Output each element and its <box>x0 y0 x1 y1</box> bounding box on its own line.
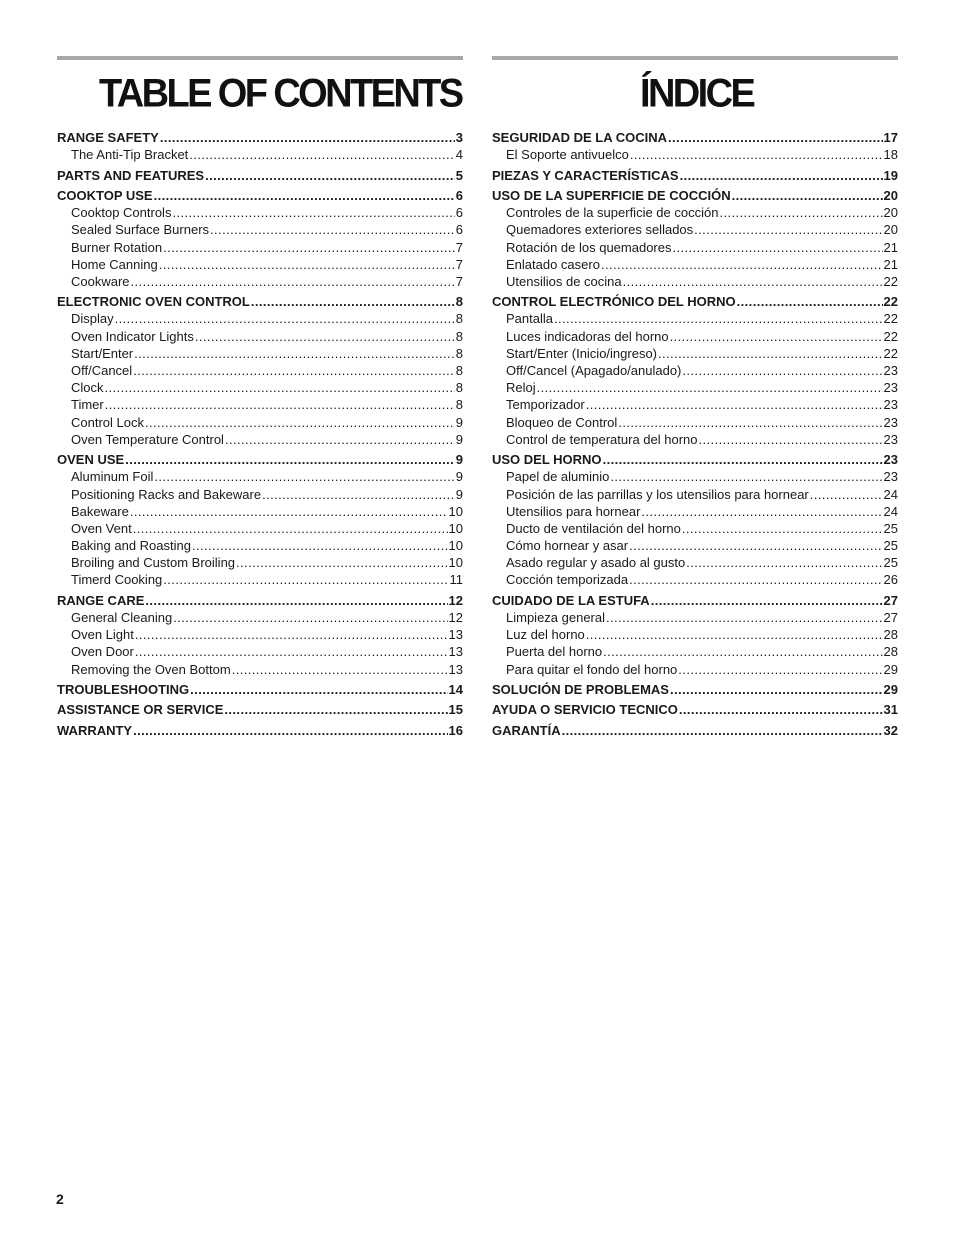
toc-dot-leader <box>651 592 883 609</box>
toc-entry-page: 25 <box>883 520 898 536</box>
toc-entry-label: Baking and Roasting <box>71 538 191 554</box>
toc-subsection-entry <box>492 431 898 448</box>
toc-subsection-entry <box>57 345 463 362</box>
toc-entry-page: 19 <box>883 167 898 183</box>
toc-subsection-entry <box>57 146 463 163</box>
toc-entry-label: Oven Light <box>71 627 134 643</box>
toc-dot-leader <box>145 414 455 431</box>
toc-dot-leader <box>610 468 882 485</box>
toc-subsection-entry <box>492 362 898 379</box>
toc-entry-page: 22 <box>883 273 898 289</box>
toc-entry-label: Enlatado casero <box>506 256 600 272</box>
toc-entry-label: Timerd Cooking <box>71 572 163 588</box>
toc-subsection-entry <box>492 328 898 345</box>
toc-entry-page: 13 <box>448 627 463 643</box>
toc-entry-label: COOKTOP USE <box>57 187 153 203</box>
toc-entry-page: 27 <box>883 592 898 608</box>
toc-dot-leader <box>163 239 455 256</box>
toc-subsection-entry <box>492 221 898 238</box>
toc-subsection-entry <box>57 571 463 588</box>
toc-entry-page: 6 <box>455 205 463 221</box>
toc-entry-page: 23 <box>883 380 898 396</box>
toc-entry-label: Ducto de ventilación del horno <box>506 520 681 536</box>
indice-list <box>492 129 898 739</box>
toc-entry-label: TROUBLESHOOTING <box>57 681 190 697</box>
indice-title: ÍNDICE <box>640 71 754 116</box>
toc-entry-page: 9 <box>455 431 463 447</box>
toc-dot-leader <box>133 722 447 739</box>
toc-entry-page: 7 <box>455 273 463 289</box>
toc-subsection-entry <box>492 239 898 256</box>
toc-entry-page: 8 <box>455 380 463 396</box>
toc-dot-leader <box>668 129 883 146</box>
toc-entry-page: 18 <box>883 147 898 163</box>
toc-subsection-entry <box>492 643 898 660</box>
toc-entry-label: Off/Cancel <box>71 363 133 378</box>
toc-list <box>57 129 463 739</box>
toc-entry-label: CUIDADO DE LA ESTUFA <box>492 592 650 608</box>
toc-dot-leader <box>125 451 455 468</box>
toc-section-entry <box>57 129 463 146</box>
toc-section-entry <box>57 187 463 204</box>
toc-dot-leader <box>105 379 455 396</box>
toc-entry-page: 8 <box>455 311 463 327</box>
toc-dot-leader <box>618 414 882 431</box>
toc-entry-label: Cómo hornear y asar <box>506 538 629 554</box>
toc-entry-page: 23 <box>883 431 898 447</box>
toc-dot-leader <box>601 256 883 273</box>
toc-entry-label: Start/Enter <box>71 345 134 361</box>
toc-entry-page: 7 <box>455 239 463 255</box>
toc-dot-leader <box>694 221 882 238</box>
toc-dot-leader <box>131 273 455 290</box>
toc-dot-leader <box>115 310 455 327</box>
toc-entry-label: Cocción temporizada <box>506 572 629 588</box>
toc-entry-label: Oven Temperature Control <box>71 431 224 447</box>
toc-subsection-entry <box>57 626 463 643</box>
toc-dot-leader <box>195 328 455 345</box>
toc-section-entry <box>57 451 463 468</box>
toc-subsection-entry <box>492 345 898 362</box>
header-rule <box>57 56 463 60</box>
toc-dot-leader <box>205 167 455 184</box>
toc-entry-label: El Soporte antivuelco <box>506 147 629 163</box>
toc-dot-leader <box>537 379 883 396</box>
toc-entry-label: Papel de aluminio <box>506 469 610 485</box>
toc-dot-leader <box>105 396 455 413</box>
toc-entry-page: 20 <box>883 187 898 203</box>
toc-entry-page: 8 <box>455 328 463 344</box>
toc-subsection-entry <box>57 537 463 554</box>
toc-dot-leader <box>172 204 454 221</box>
toc-entry-label: Reloj <box>506 380 536 396</box>
toc-entry-page: 9 <box>455 414 463 430</box>
toc-entry-page: 10 <box>448 555 463 571</box>
toc-subsection-entry <box>57 310 463 327</box>
toc-dot-leader <box>737 293 883 310</box>
toc-dot-leader <box>232 661 448 678</box>
toc-dot-leader <box>678 661 882 678</box>
toc-dot-leader <box>163 571 448 588</box>
toc-entry-label: Rotación de los quemadores <box>506 239 672 255</box>
toc-entry-page: 25 <box>883 538 898 554</box>
english-toc-column <box>57 56 463 739</box>
toc-section-entry <box>492 681 898 698</box>
toc-dot-leader <box>623 273 883 290</box>
toc-entry-label: PARTS AND FEATURES <box>57 167 205 183</box>
toc-entry-page: 9 <box>455 486 463 502</box>
toc-entry-label: Pantalla <box>506 311 553 327</box>
toc-dot-leader <box>251 293 455 310</box>
toc-entry-label: Aluminum Foil <box>71 469 154 485</box>
toc-dot-leader <box>160 129 455 146</box>
toc-subsection-entry <box>492 626 898 643</box>
toc-subsection-entry <box>57 362 463 379</box>
toc-section-entry <box>492 187 898 204</box>
toc-entry-label: ELECTRONIC OVEN CONTROL <box>57 294 250 310</box>
toc-section-entry <box>57 293 463 310</box>
toc-dot-leader <box>189 146 454 163</box>
toc-entry-page: 22 <box>883 311 898 327</box>
toc-entry-label: Cookware <box>71 273 130 289</box>
toc-entry-page: 20 <box>883 205 898 221</box>
toc-section-entry <box>57 167 463 184</box>
toc-dot-leader <box>145 592 447 609</box>
toc-entry-page: 16 <box>448 722 463 738</box>
toc-subsection-entry <box>492 396 898 413</box>
toc-entry-page: 23 <box>883 469 898 485</box>
toc-subsection-entry <box>492 256 898 273</box>
toc-entry-page: 23 <box>883 363 898 378</box>
toc-entry-label: CONTROL ELECTRÓNICO DEL HORNO <box>492 294 736 310</box>
toc-dot-leader <box>586 626 883 643</box>
toc-entry-label: Broiling and Custom Broiling <box>71 555 236 571</box>
toc-entry-page: 10 <box>448 538 463 554</box>
toc-entry-page: 7 <box>455 256 463 272</box>
toc-entry-label: Clock <box>71 380 104 396</box>
toc-entry-label: Off/Cancel (Apagado/anulado) <box>506 363 682 378</box>
toc-entry-page: 8 <box>455 345 463 361</box>
toc-entry-page: 17 <box>883 130 898 145</box>
toc-dot-leader <box>719 204 882 221</box>
toc-entry-label: SOLUCIÓN DE PROBLEMAS <box>492 681 669 697</box>
toc-entry-page: 29 <box>883 661 898 677</box>
toc-section-entry <box>492 129 898 146</box>
toc-dot-leader <box>686 554 882 571</box>
toc-entry-page: 6 <box>455 222 463 238</box>
toc-section-entry <box>492 592 898 609</box>
toc-entry-page: 24 <box>883 486 898 502</box>
toc-entry-page: 14 <box>448 681 463 697</box>
toc-dot-leader <box>262 486 455 503</box>
toc-entry-page: 13 <box>448 661 463 677</box>
toc-entry-page: 8 <box>455 294 463 310</box>
toc-entry-label: Home Canning <box>71 256 158 272</box>
toc-entry-page: 12 <box>448 592 463 608</box>
toc-subsection-entry <box>57 431 463 448</box>
toc-dot-leader <box>679 701 883 718</box>
toc-entry-page: 10 <box>448 520 463 536</box>
toc-dot-leader <box>154 468 454 485</box>
toc-entry-page: 9 <box>455 452 463 468</box>
toc-section-entry <box>57 681 463 698</box>
toc-entry-page: 32 <box>883 722 898 738</box>
toc-entry-label: Positioning Racks and Bakeware <box>71 486 262 502</box>
toc-section-entry <box>492 722 898 739</box>
toc-dot-leader <box>130 503 448 520</box>
toc-subsection-entry <box>492 609 898 626</box>
toc-subsection-entry <box>57 520 463 537</box>
toc-entry-label: Para quitar el fondo del horno <box>506 661 678 677</box>
toc-entry-label: General Cleaning <box>71 610 173 625</box>
toc-dot-leader <box>154 187 455 204</box>
toc-entry-label: Burner Rotation <box>71 239 163 255</box>
toc-entry-page: 22 <box>883 328 898 344</box>
toc-dot-leader <box>225 431 455 448</box>
toc-dot-leader <box>603 451 883 468</box>
toc-dot-leader <box>810 486 883 503</box>
toc-dot-leader <box>133 520 448 537</box>
toc-entry-page: 24 <box>883 503 898 519</box>
toc-entry-label: Bakeware <box>71 503 129 519</box>
toc-entry-page: 23 <box>883 397 898 413</box>
toc-entry-page: 15 <box>448 702 463 718</box>
toc-entry-page: 27 <box>883 610 898 625</box>
toc-section-entry <box>57 592 463 609</box>
toc-entry-page: 21 <box>883 256 898 272</box>
toc-entry-page: 20 <box>883 222 898 238</box>
toc-entry-label: Utensilios de cocina <box>506 273 622 289</box>
toc-section-entry <box>57 701 463 718</box>
toc-entry-label: Cooktop Controls <box>71 205 172 221</box>
toc-dot-leader <box>135 626 448 643</box>
spanish-toc-column <box>492 56 898 739</box>
toc-subsection-entry <box>57 643 463 660</box>
toc-entry-label: Utensilios para hornear <box>506 503 641 519</box>
toc-dot-leader <box>680 167 883 184</box>
toc-dot-leader <box>658 345 883 362</box>
toc-section-entry <box>492 451 898 468</box>
toc-entry-label: GARANTÍA <box>492 722 561 738</box>
toc-subsection-entry <box>57 239 463 256</box>
toc-entry-page: 10 <box>448 503 463 519</box>
toc-entry-label: Posición de las parrillas y los utensilios para hornear <box>506 486 809 502</box>
toc-title: TABLE OF CONTENTS <box>99 71 462 116</box>
toc-entry-page: 22 <box>883 345 898 361</box>
toc-entry-label: Display <box>71 311 114 327</box>
toc-dot-leader <box>134 345 455 362</box>
toc-entry-page: 8 <box>455 397 463 413</box>
toc-subsection-entry <box>492 503 898 520</box>
toc-subsection-entry <box>492 273 898 290</box>
toc-dot-leader <box>135 643 448 660</box>
toc-subsection-entry <box>57 221 463 238</box>
toc-entry-label: Asado regular y asado al gusto <box>506 555 686 571</box>
toc-entry-label: Oven Indicator Lights <box>71 328 194 344</box>
toc-subsection-entry <box>492 204 898 221</box>
toc-entry-label: PIEZAS Y CARACTERÍSTICAS <box>492 167 679 183</box>
toc-section-entry <box>57 722 463 739</box>
toc-entry-label: Luz del horno <box>506 627 585 643</box>
toc-subsection-entry <box>57 609 463 626</box>
toc-subsection-entry <box>492 414 898 431</box>
toc-entry-label: RANGE SAFETY <box>57 130 159 145</box>
toc-dot-leader <box>190 681 447 698</box>
toc-entry-label: Sealed Surface Burners <box>71 222 210 238</box>
toc-subsection-entry <box>492 554 898 571</box>
toc-dot-leader <box>682 520 883 537</box>
toc-subsection-entry <box>57 661 463 678</box>
toc-dot-leader <box>192 537 448 554</box>
toc-subsection-entry <box>57 396 463 413</box>
toc-subsection-entry <box>57 379 463 396</box>
toc-dot-leader <box>629 571 882 588</box>
toc-subsection-entry <box>492 661 898 678</box>
toc-entry-label: Oven Door <box>71 644 134 660</box>
toc-dot-leader <box>133 362 455 379</box>
toc-entry-page: 9 <box>455 469 463 485</box>
toc-subsection-entry <box>492 486 898 503</box>
toc-entry-label: Control Lock <box>71 414 144 430</box>
toc-entry-label: Puerta del horno <box>506 644 603 660</box>
toc-subsection-entry <box>57 486 463 503</box>
toc-dot-leader <box>699 431 883 448</box>
toc-entry-label: SEGURIDAD DE LA COCINA <box>492 130 668 145</box>
toc-subsection-entry <box>492 520 898 537</box>
toc-subsection-entry <box>492 379 898 396</box>
toc-entry-page: 23 <box>883 414 898 430</box>
toc-dot-leader <box>224 701 447 718</box>
toc-subsection-entry <box>492 310 898 327</box>
toc-entry-label: AYUDA O SERVICIO TECNICO <box>492 702 678 718</box>
toc-section-entry <box>492 701 898 718</box>
toc-entry-label: The Anti-Tip Bracket <box>71 147 189 163</box>
toc-entry-page: 29 <box>883 681 898 697</box>
toc-dot-leader <box>173 609 447 626</box>
toc-subsection-entry <box>57 328 463 345</box>
header-rule <box>492 56 898 60</box>
toc-entry-label: Limpieza general <box>506 610 606 625</box>
toc-entry-label: ASSISTANCE OR SERVICE <box>57 702 224 718</box>
toc-section-entry <box>492 167 898 184</box>
toc-entry-label: Removing the Oven Bottom <box>71 661 231 677</box>
toc-dot-leader <box>586 396 883 413</box>
toc-dot-leader <box>236 554 448 571</box>
toc-dot-leader <box>554 310 883 327</box>
toc-entry-page: 4 <box>455 147 463 163</box>
toc-dot-leader <box>562 722 883 739</box>
toc-dot-leader <box>210 221 455 238</box>
toc-entry-page: 11 <box>449 572 463 588</box>
toc-entry-page: 8 <box>455 363 463 378</box>
toc-subsection-entry <box>57 273 463 290</box>
toc-dot-leader <box>606 609 883 626</box>
toc-entry-page: 21 <box>883 239 898 255</box>
toc-entry-label: Oven Vent <box>71 520 132 536</box>
toc-subsection-entry <box>57 468 463 485</box>
toc-dot-leader <box>732 187 883 204</box>
page-number: 2 <box>56 1191 64 1207</box>
toc-entry-page: 26 <box>883 572 898 588</box>
toc-subsection-entry <box>492 537 898 554</box>
toc-dot-leader <box>159 256 455 273</box>
toc-entry-page: 13 <box>448 644 463 660</box>
toc-subsection-entry <box>492 146 898 163</box>
toc-entry-label: Controles de la superficie de cocción <box>506 205 719 221</box>
toc-entry-label: Timer <box>71 397 104 413</box>
toc-entry-page: 3 <box>455 130 463 145</box>
toc-subsection-entry <box>492 468 898 485</box>
toc-entry-label: Bloqueo de Control <box>506 414 618 430</box>
toc-entry-label: WARRANTY <box>57 722 133 738</box>
toc-dot-leader <box>673 239 883 256</box>
toc-entry-label: RANGE CARE <box>57 592 145 608</box>
toc-entry-page: 23 <box>883 452 898 468</box>
toc-entry-page: 12 <box>448 610 463 625</box>
toc-dot-leader <box>603 643 882 660</box>
toc-entry-page: 28 <box>883 644 898 660</box>
toc-subsection-entry <box>57 256 463 273</box>
toc-entry-label: USO DE LA SUPERFICIE DE COCCIÓN <box>492 187 731 203</box>
toc-entry-label: Start/Enter (Inicio/ingreso) <box>506 345 658 361</box>
toc-dot-leader <box>670 681 883 698</box>
toc-subsection-entry <box>57 414 463 431</box>
toc-section-entry <box>492 293 898 310</box>
toc-entry-page: 5 <box>455 167 463 183</box>
toc-entry-label: Luces indicadoras del horno <box>506 328 669 344</box>
toc-entry-page: 28 <box>883 627 898 643</box>
toc-dot-leader <box>682 362 882 379</box>
toc-entry-label: Control de temperatura del horno <box>506 431 698 447</box>
toc-subsection-entry <box>57 204 463 221</box>
toc-subsection-entry <box>57 554 463 571</box>
toc-entry-page: 6 <box>455 187 463 203</box>
toc-entry-label: Quemadores exteriores sellados <box>506 222 694 238</box>
toc-dot-leader <box>629 537 882 554</box>
toc-dot-leader <box>641 503 882 520</box>
toc-entry-page: 25 <box>883 555 898 571</box>
toc-subsection-entry <box>492 571 898 588</box>
toc-entry-label: USO DEL HORNO <box>492 452 602 468</box>
toc-dot-leader <box>670 328 883 345</box>
toc-dot-leader <box>630 146 883 163</box>
toc-entry-page: 22 <box>883 294 898 310</box>
toc-subsection-entry <box>57 503 463 520</box>
toc-entry-label: OVEN USE <box>57 452 125 468</box>
toc-entry-page: 31 <box>883 702 898 718</box>
toc-entry-label: Temporizador <box>506 397 585 413</box>
